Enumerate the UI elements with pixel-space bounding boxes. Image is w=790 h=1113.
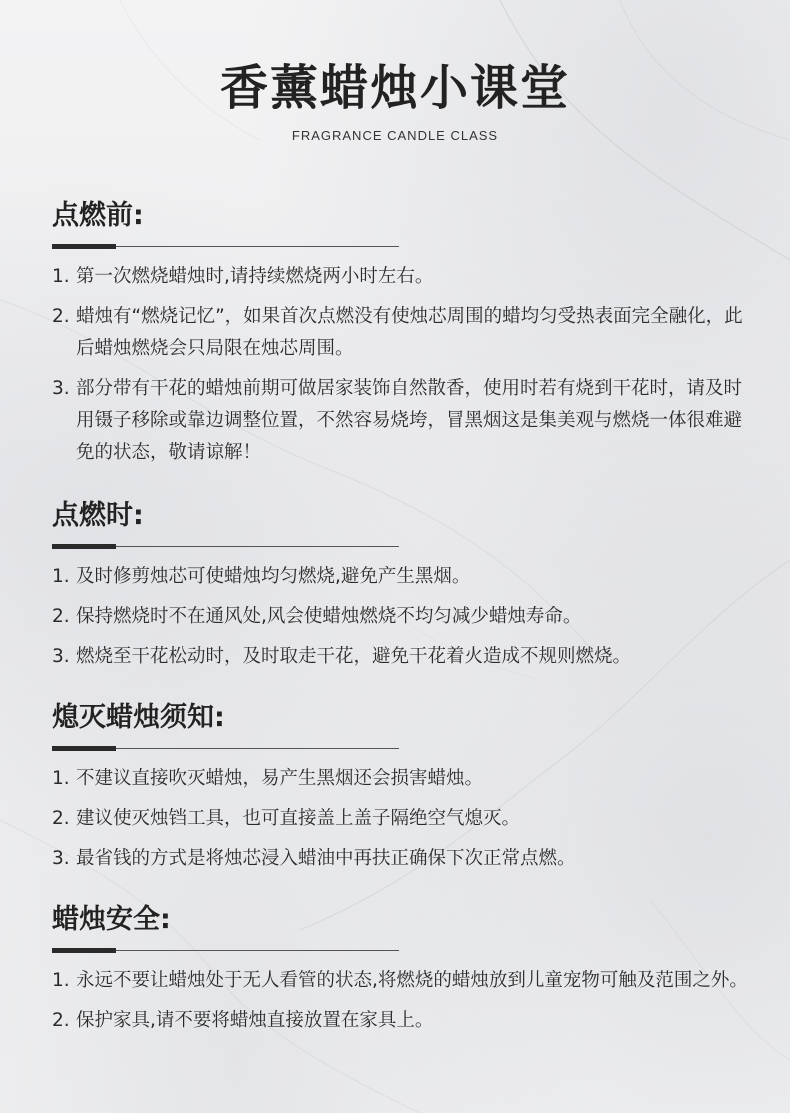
section-divider <box>52 950 399 951</box>
item-number: 1. <box>52 768 70 789</box>
item-number: 1. <box>52 970 70 991</box>
item-list <box>52 561 752 673</box>
list-item <box>52 601 752 633</box>
section-before-lighting <box>52 198 752 477</box>
page-title: 香薰蜡烛小课堂 <box>219 60 570 116</box>
item-text: 燃烧至干花松动时，及时取走干花，避免干花着火造成不规则燃烧。 <box>76 646 632 667</box>
item-number: 1. <box>52 266 70 287</box>
divider-accent <box>52 544 116 549</box>
section-heading: 点燃时: <box>52 500 144 531</box>
section-divider <box>52 246 399 247</box>
section-divider <box>52 546 399 547</box>
item-list <box>52 261 752 469</box>
list-item <box>52 763 752 795</box>
item-text: 及时修剪烛芯可使蜡烛均匀燃烧,避免产生黑烟。 <box>76 566 471 587</box>
item-number: 3. <box>52 848 70 869</box>
item-text: 不建议直接吹灭蜡烛，易产生黑烟还会损害蜡烛。 <box>76 768 484 789</box>
item-list <box>52 965 752 1037</box>
section-divider <box>52 748 399 749</box>
divider-accent <box>52 244 116 249</box>
item-text: 保持燃烧时不在通风处,风会使蜡烛燃烧不均匀减少蜡烛寿命。 <box>76 606 582 627</box>
item-text: 永远不要让蜡烛处于无人看管的状态,将燃烧的蜡烛放到儿童宠物可触及范围之外。 <box>76 970 748 991</box>
list-item <box>52 373 752 469</box>
page-subtitle: FRAGRANCE CANDLE CLASS <box>291 128 499 143</box>
item-number: 1. <box>52 566 70 587</box>
item-list <box>52 763 752 875</box>
item-text: 最省钱的方式是将烛芯浸入蜡油中再扶正确保下次正常点燃。 <box>76 848 576 869</box>
section-heading: 蜡烛安全: <box>52 904 171 935</box>
list-item <box>52 803 752 835</box>
item-number: 2. <box>52 306 70 327</box>
section-while-lighting <box>52 498 752 681</box>
list-item <box>52 641 752 673</box>
section-extinguishing <box>52 700 752 883</box>
section-candle-safety <box>52 902 752 1045</box>
section-heading: 熄灭蜡烛须知: <box>52 702 225 733</box>
list-item <box>52 843 752 875</box>
list-item <box>52 561 752 593</box>
item-text: 保护家具,请不要将蜡烛直接放置在家具上。 <box>76 1010 434 1031</box>
item-text: 部分带有干花的蜡烛前期可做居家装饰自然散香，使用时若有烧到干花时，请及时用镊子移除或靠边调整位置，不然容易烧垮，冒黑烟这是集美观与燃烧一体很难避免的状态，敬请谅解！ <box>76 378 743 463</box>
divider-accent <box>52 948 116 953</box>
list-item <box>52 965 752 997</box>
item-number: 2. <box>52 606 70 627</box>
section-heading: 点燃前: <box>52 200 144 231</box>
item-text: 第一次燃烧蜡烛时,请持续燃烧两小时左右。 <box>76 266 434 287</box>
item-number: 2. <box>52 808 70 829</box>
divider-accent <box>52 746 116 751</box>
list-item <box>52 1005 752 1037</box>
item-number: 3. <box>52 646 70 667</box>
item-text: 蜡烛有“燃烧记忆”，如果首次点燃没有使烛芯周围的蜡均匀受热表面完全融化，此后蜡烛燃烧会只局限在烛芯周围。 <box>76 306 743 359</box>
item-number: 3. <box>52 378 70 399</box>
list-item <box>52 301 752 365</box>
list-item <box>52 261 752 293</box>
item-number: 2. <box>52 1010 70 1031</box>
item-text: 建议使灭烛铛工具，也可直接盖上盖子隔绝空气熄灭。 <box>76 808 521 829</box>
